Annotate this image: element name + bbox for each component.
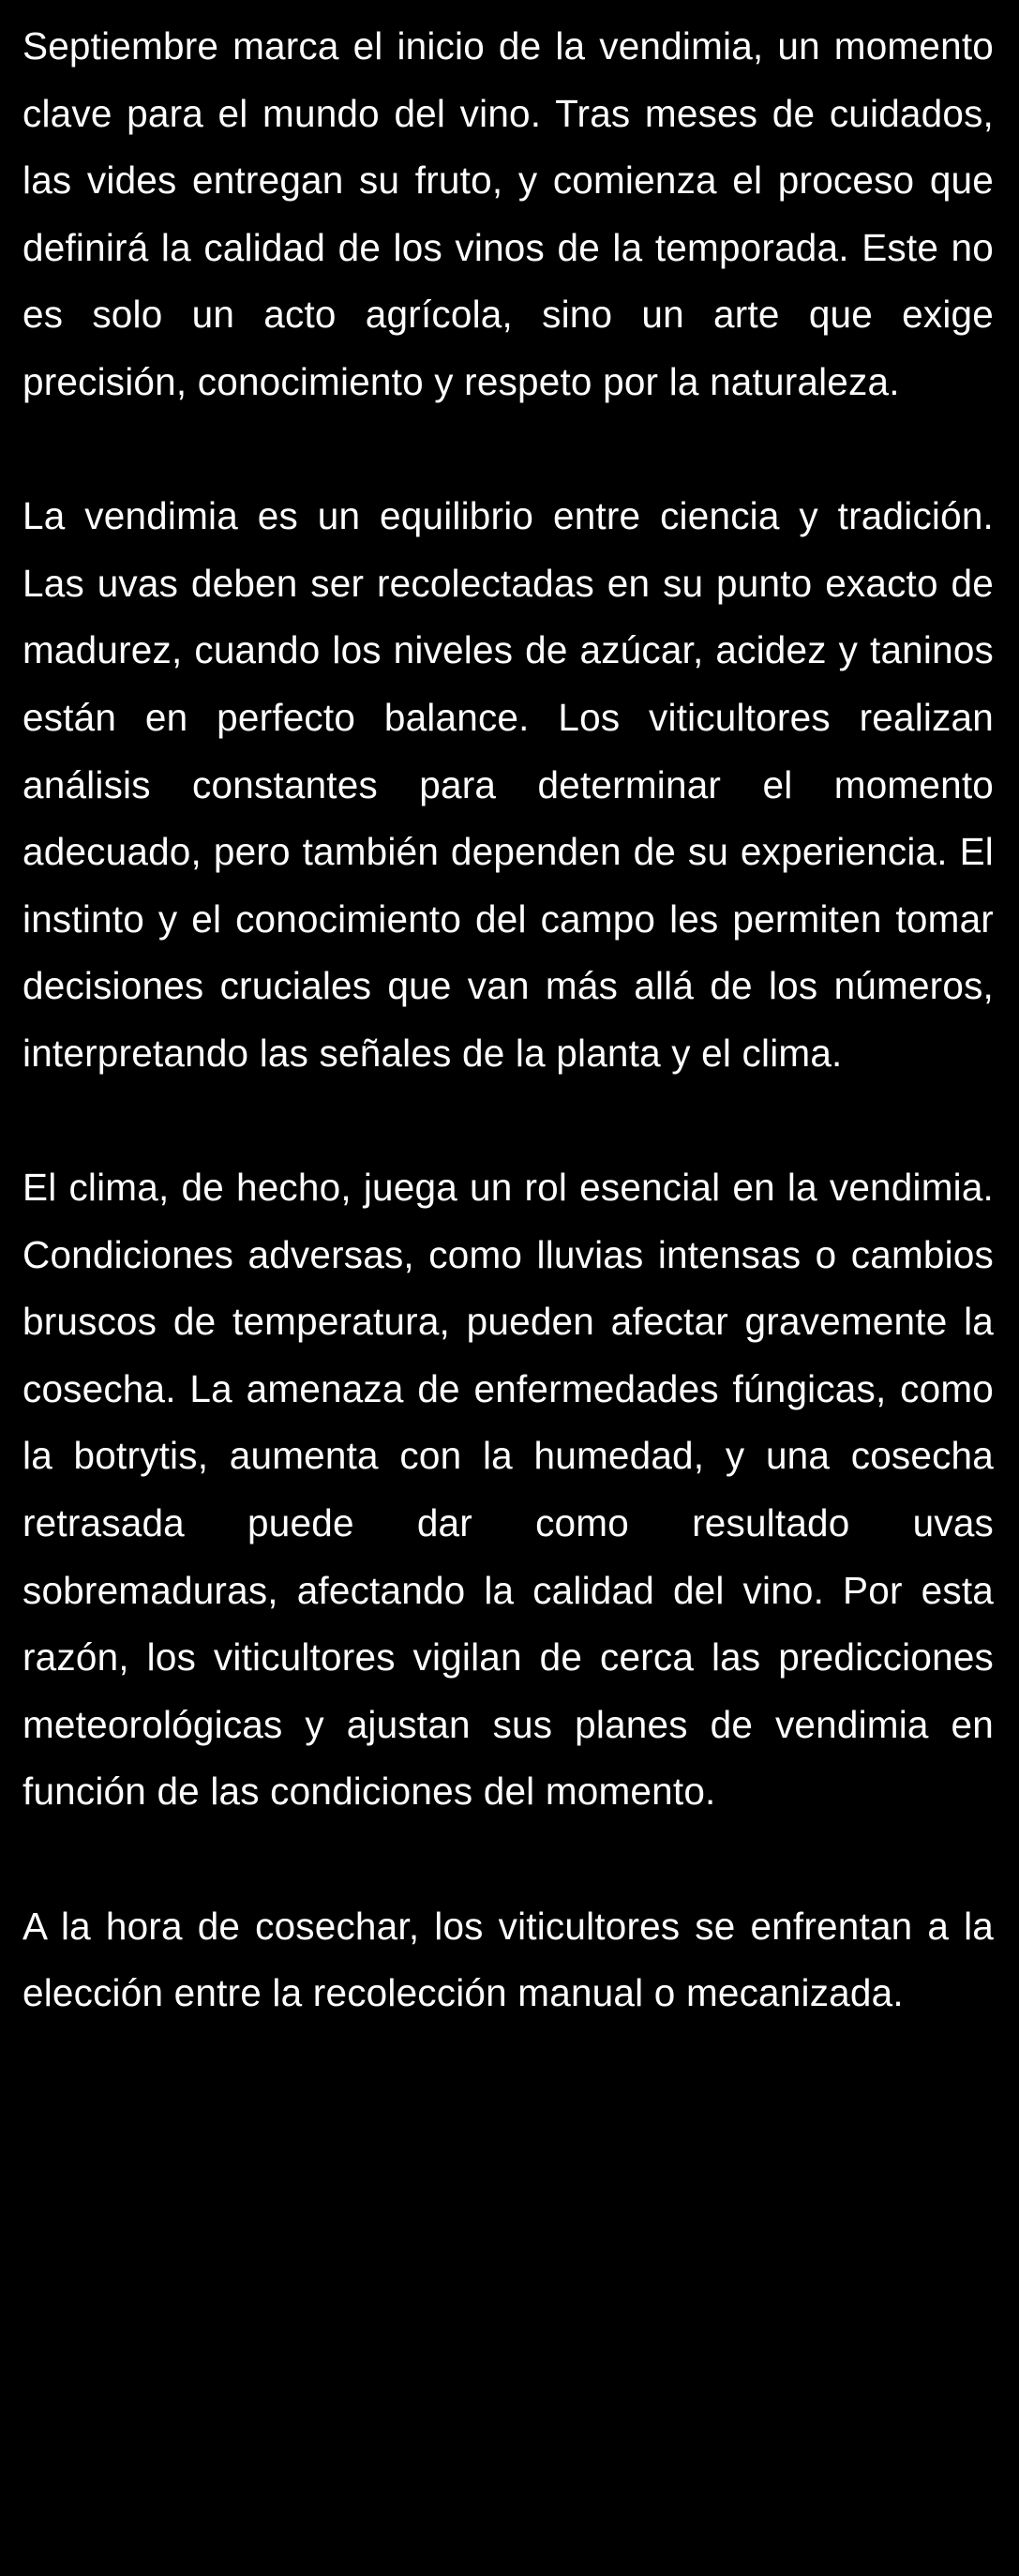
- paragraph-ciencia-tradicion: La vendimia es un equilibrio entre ciencia y tradición. Las uvas deben ser recolectadas en su punto exacto de madurez, cuando los niveles de azúcar, acidez y taninos están en perfecto balance. Los viticultores realizan análisis constantes para determinar el momento adecuado, pero también dependen de su experiencia. El instinto y el conocimiento del campo les permiten tomar decisiones cruciales que van más allá de los números, interpretando las señales de la planta y el clima.: [22, 494, 994, 1075]
- paragraph-clima: El clima, de hecho, juega un rol esencial en la vendimia. Condiciones adversas, como lluvias intensas o cambios bruscos de temperatura, pueden afectar gravemente la cosecha. La amenaza de enfermedades fúngicas, como la botrytis, aumenta con la humedad, y una cosecha retrasada puede dar como resultado uvas sobremaduras, afectando la calidad del vino. Por esta razón, los viticultores vigilan de cerca las predicciones meteorológicas y ajustan sus planes de vendimia en función de las condiciones del momento.: [22, 1166, 994, 1814]
- paragraph-vendimia-intro: Septiembre marca el inicio de la vendimia, un momento clave para el mundo del vino. Tras meses de cuidados, las vides entregan su fruto, y comienza el proceso que definirá la calidad de los vinos de la temporada. Este no es solo un acto agrícola, sino un arte que exige precisión, conocimiento y respeto por la naturaleza.: [22, 24, 994, 403]
- paragraph-cosecha-manual-mecanizada: A la hora de cosechar, los viticultores se enfrentan a la elección entre la recolección manual o mecanizada.: [22, 1904, 994, 2015]
- article-body: [22, 13, 994, 2027]
